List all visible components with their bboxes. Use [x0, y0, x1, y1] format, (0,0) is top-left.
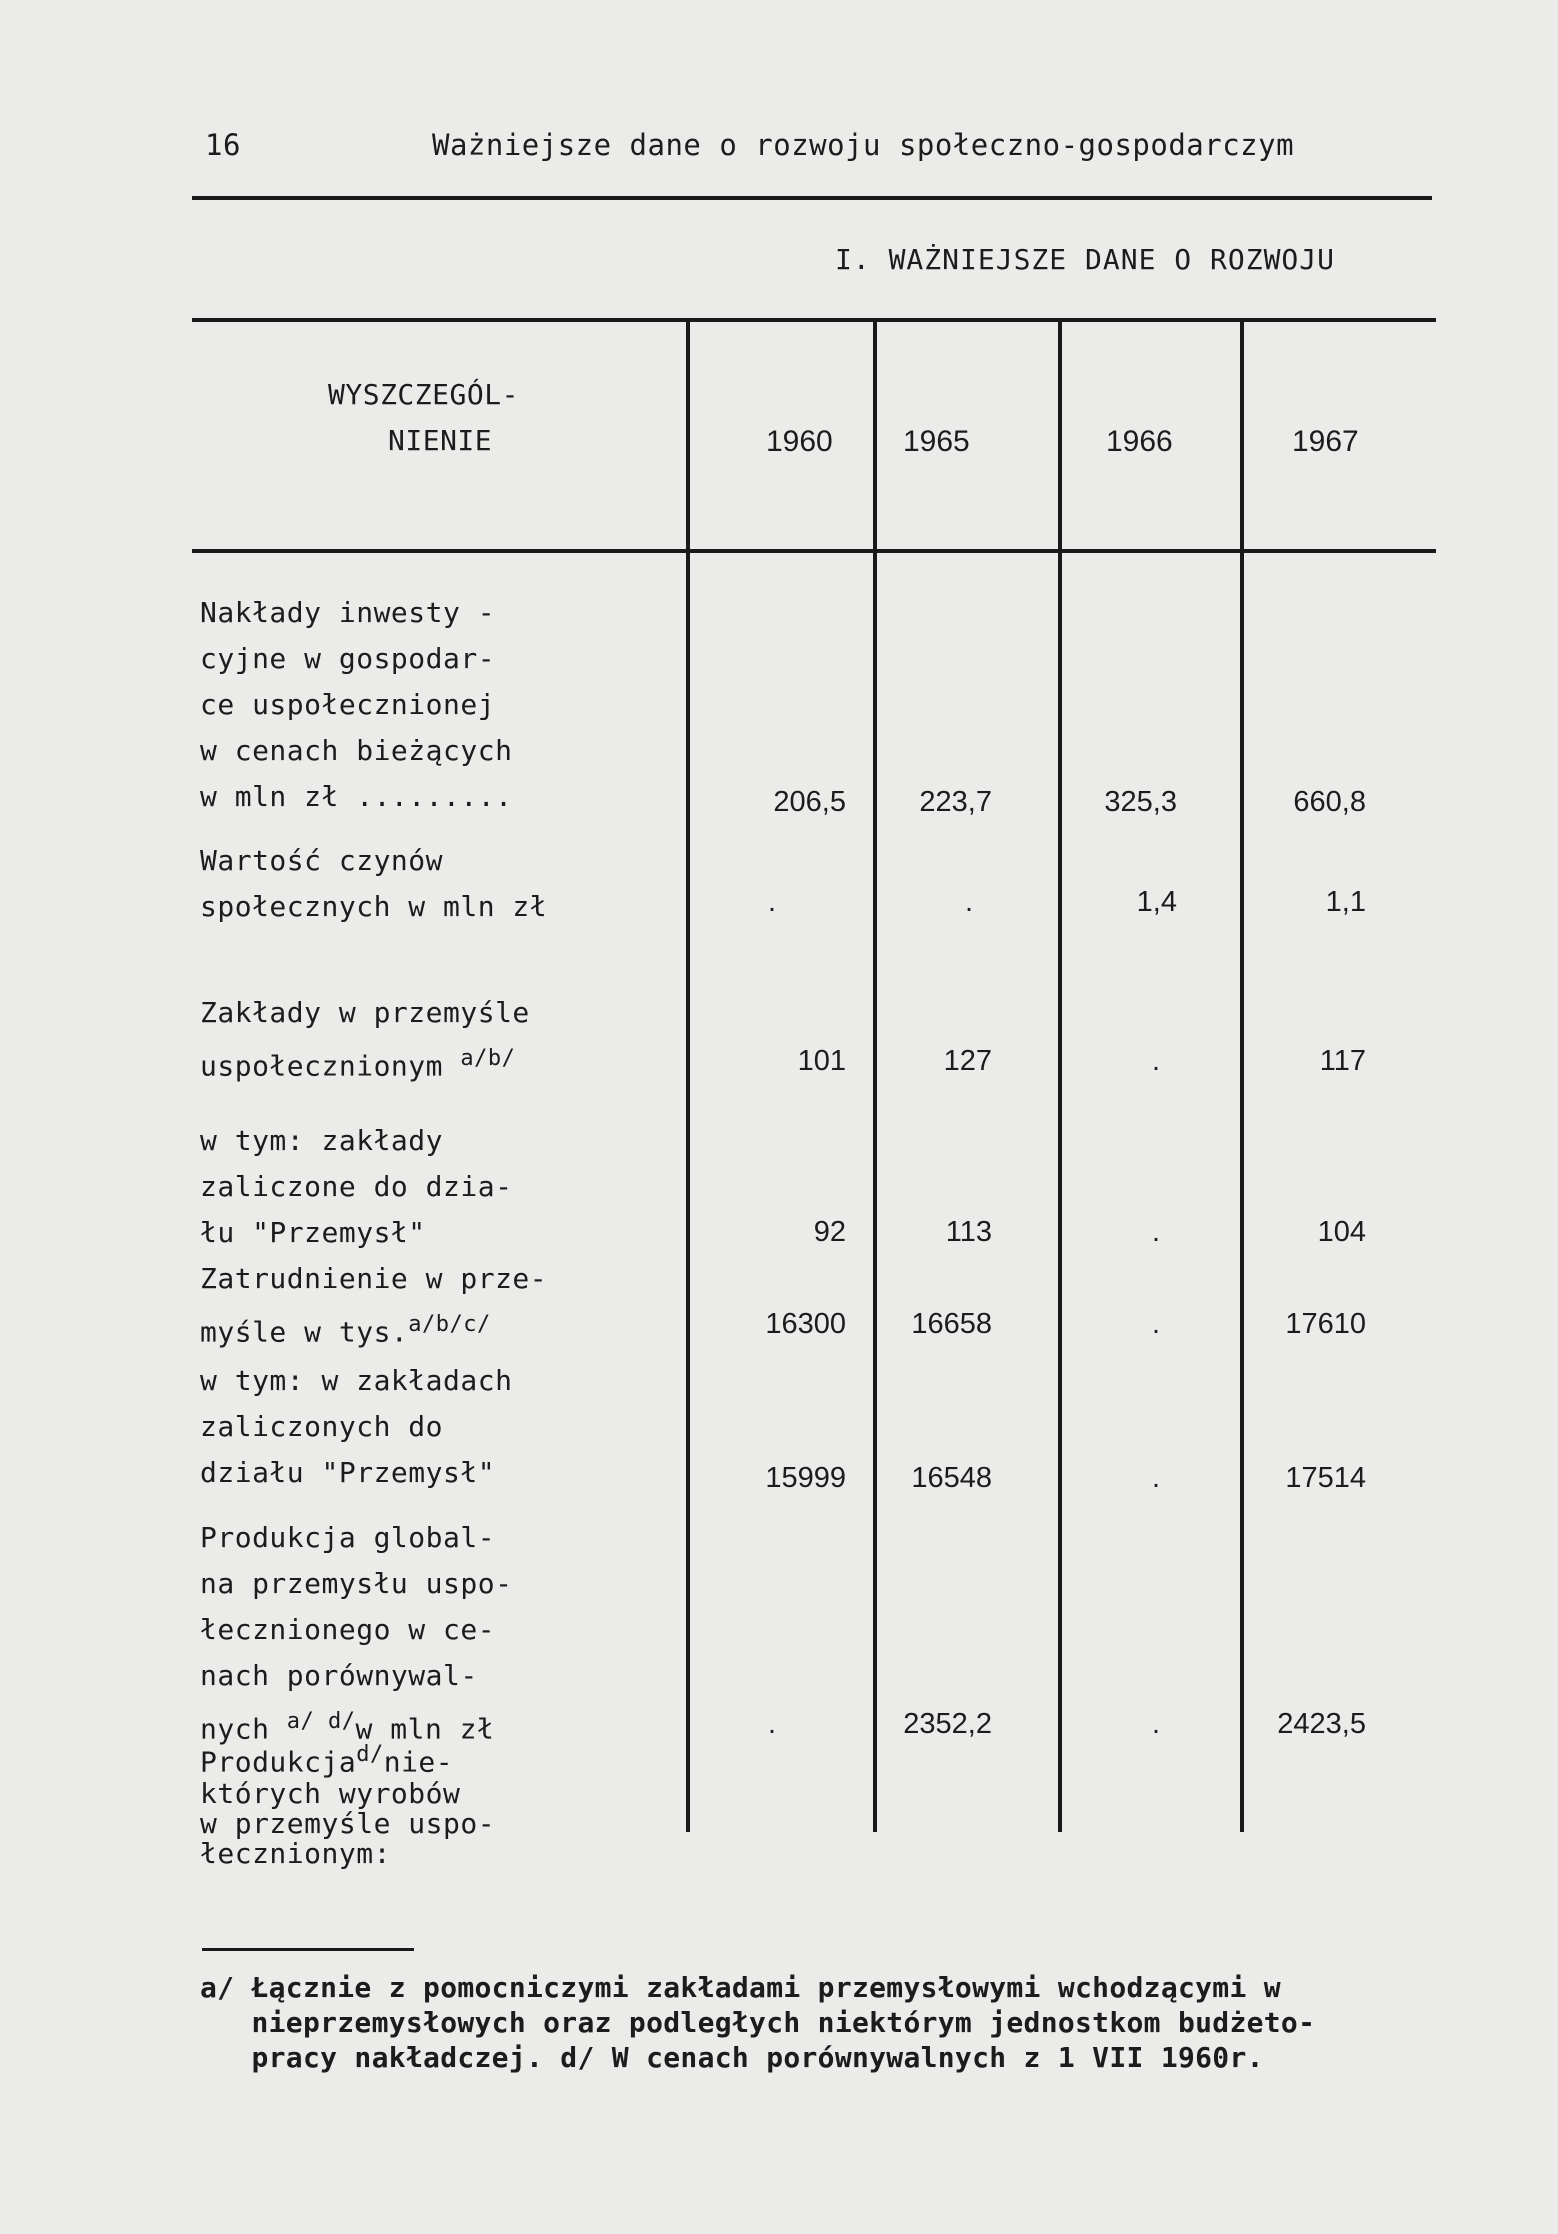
cell-employment-1966: . [1151, 1308, 1160, 1340]
footnote-ref: a/ d/ [286, 1709, 356, 1734]
cell-employment-1967: 17610 [1285, 1308, 1366, 1340]
cell-employment-industry-1960: 15999 [765, 1462, 846, 1494]
year-heading-1960: 1960 [766, 425, 833, 458]
cell-social-deeds-1966: 1,4 [1136, 886, 1177, 918]
cell-plants-industry-1966: . [1151, 1216, 1160, 1248]
cell-investment-1966: 325,3 [1104, 786, 1177, 818]
table-top-rule [192, 318, 1436, 322]
cell-global-output-1967: 2423,5 [1277, 1708, 1366, 1740]
cell-global-output-1960: . [767, 1708, 776, 1740]
year-heading-1965: 1965 [903, 425, 970, 458]
cell-investment-1967: 660,8 [1293, 786, 1366, 818]
row-label-investment: Nakłady inwesty - cyjne w gospodar- ce uspołecznionej w cenach bieżących w mln zł ......... [200, 596, 513, 813]
cell-global-output-1965: 2352,2 [903, 1708, 992, 1740]
cell-plants-1966: . [1151, 1045, 1160, 1077]
footnote-line-2: nieprzemysłowych oraz podległych niektórym jednostkom budżeto- [200, 2006, 1316, 2039]
cell-plants-industry-1960: 92 [813, 1216, 846, 1248]
year-heading-1966: 1966 [1106, 425, 1173, 458]
cell-plants-industry-1967: 104 [1317, 1216, 1366, 1248]
running-title: Ważniejsze dane o rozwoju społeczno-gospodarczym [432, 128, 1295, 162]
row-label-selected-products: Produkcja$^{d/}$nie- których wyrobów w przemyśle uspo- łecznionym: [200, 1742, 496, 1871]
page-number: 16 [205, 128, 241, 162]
cell-employment-industry-1965: 16548 [911, 1462, 992, 1494]
row-label-employment-industry: w tym: w zakładach zaliczonych do działu "Przemysł" [200, 1364, 513, 1489]
cell-employment-industry-1966: . [1151, 1462, 1160, 1494]
row-label-global-output: Produkcja global- na przemysłu uspo- łecznionego w ce- nach porównywal- nych $^{a/ d/}$w mln zł [200, 1521, 513, 1746]
footnote-rule [202, 1948, 414, 1951]
footnote-line-3: pracy nakładczej. d/ W cenach porównywalnych z 1 VII 1960r. [200, 2041, 1264, 2074]
stub-heading-line1: WYSZCZEGÓL- [328, 378, 519, 411]
footnote-ref: a/b/c/ [408, 1312, 491, 1337]
cell-employment-1965: 16658 [911, 1308, 992, 1340]
cell-employment-1960: 16300 [765, 1308, 846, 1340]
cell-investment-1960: 206,5 [773, 786, 846, 818]
cell-social-deeds-1960: . [767, 886, 776, 918]
row-label-plants-industry: w tym: zakłady zaliczone do dzia- łu "Przemysł" [200, 1124, 513, 1249]
table-header-rule [192, 549, 1436, 553]
cell-plants-1965: 127 [943, 1045, 992, 1077]
row-label-social-deeds: Wartość czynów społecznych w mln zł [200, 844, 548, 923]
cell-plants-1960: 101 [797, 1045, 846, 1077]
cell-employment-industry-1967: 17514 [1285, 1462, 1366, 1494]
cell-investment-1965: 223,7 [919, 786, 992, 818]
header-rule [192, 196, 1432, 200]
footnote-ref: d/ [356, 1742, 384, 1767]
cell-plants-industry-1965: 113 [945, 1216, 992, 1248]
year-heading-1967: 1967 [1292, 425, 1359, 458]
cell-social-deeds-1967: 1,1 [1325, 886, 1366, 918]
footnote-ref: a/b/ [460, 1046, 516, 1071]
cell-global-output-1966: . [1151, 1708, 1160, 1740]
row-label-employment: Zatrudnienie w prze- myśle w tys.$^{a/b/c/}$ [200, 1262, 548, 1349]
cell-plants-1967: 117 [1319, 1045, 1366, 1077]
cell-social-deeds-1965: . [964, 886, 973, 918]
stub-heading-line2: NIENIE [388, 424, 493, 457]
row-label-plants: Zakłady w przemyśle uspołecznionym $^{a/b/}$ [200, 996, 530, 1083]
section-title: I. WAŻNIEJSZE DANE O ROZWOJU [835, 243, 1336, 276]
footnote-line-1: a/ Łącznie z pomocniczymi zakładami przemysłowymi wchodzącymi w [200, 1971, 1281, 2004]
